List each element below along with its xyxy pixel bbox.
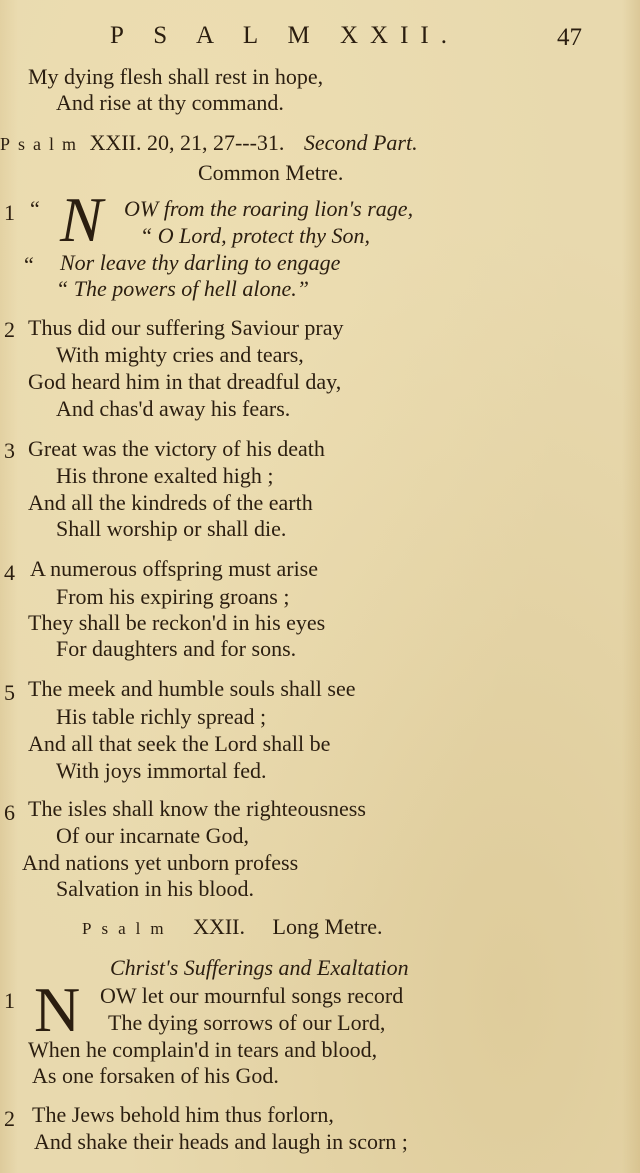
verse-line: A numerous offspring must arise	[30, 556, 319, 581]
verse-line: Shall worship or shall die.	[56, 516, 287, 541]
heading-psalm-word: Psalm	[82, 919, 174, 938]
verse-line: With mighty cries and tears,	[56, 342, 304, 367]
verse-line: And nations yet unborn profess	[22, 850, 299, 875]
heading-psalm-ref: XXII.	[193, 914, 245, 939]
running-title: P S A L M XXII.	[110, 22, 460, 49]
verse-line: And all the kindreds of the earth	[28, 490, 313, 515]
verse-number: 3	[4, 438, 15, 463]
psalm-subtitle: Christ's Sufferings and Exaltation	[110, 955, 409, 980]
quote-mark: “	[24, 252, 34, 277]
page-number: 47	[557, 24, 582, 51]
verse-line: And all that seek the Lord shall be	[28, 731, 331, 756]
verse-number: 2	[4, 1106, 15, 1131]
verse-line: And chas'd away his fears.	[56, 396, 291, 421]
verse-line: Of our incarnate God,	[56, 823, 250, 848]
verse-line: His table richly spread ;	[56, 704, 267, 729]
verse-number: 5	[4, 680, 15, 705]
heading-psalm-ref: XXII. 20, 21, 27---31.	[89, 130, 285, 155]
verse-line: Great was the victory of his death	[28, 436, 325, 461]
verse-line: With joys immortal fed.	[56, 758, 267, 783]
opening-line-1: My dying flesh shall rest in hope,	[28, 64, 324, 89]
verse-number: 4	[4, 560, 15, 585]
verse-number: 2	[4, 317, 15, 342]
verse-number: 6	[4, 800, 15, 825]
heading-part: Second Part.	[303, 130, 418, 155]
verse-number: 1	[4, 200, 15, 225]
verse-line: The isles shall know the righteousness	[28, 796, 366, 821]
verse-line: Thus did our suffering Saviour pray	[28, 315, 344, 340]
verse-line: They shall be reckon'd in his eyes	[28, 610, 326, 635]
verse-line: From his expiring groans ;	[56, 584, 290, 609]
metre-label: Common Metre.	[198, 160, 344, 185]
verse-number: 1	[4, 988, 15, 1013]
heading-psalm-word: Psalm	[0, 134, 85, 154]
verse-line: The meek and humble souls shall see	[28, 676, 356, 701]
verse-line: “ The powers of hell alone.”	[56, 276, 310, 301]
verse-line: For daughters and for sons.	[56, 636, 297, 661]
quote-mark: “	[30, 196, 40, 221]
drop-cap: N	[34, 974, 81, 1045]
verse-line: OW let our mournful songs record	[100, 983, 404, 1008]
section-heading-1	[0, 130, 418, 156]
verse-line: When he complain'd in tears and blood,	[28, 1037, 378, 1062]
opening-line-2: And rise at thy command.	[56, 90, 284, 115]
metre-label: Long Metre.	[272, 914, 383, 939]
verse-line: “ O Lord, protect thy Son,	[140, 223, 370, 248]
verse-line: As one forsaken of his God.	[32, 1063, 279, 1088]
verse-line: His throne exalted high ;	[56, 463, 274, 488]
verse-line: And shake their heads and laugh in scorn ;	[34, 1129, 408, 1154]
verse-line: God heard him in that dreadful day,	[28, 369, 342, 394]
drop-cap: N	[60, 184, 103, 255]
verse-line: The Jews behold him thus forlorn,	[32, 1102, 334, 1127]
section-heading-2	[82, 914, 382, 940]
verse-line: The dying sorrows of our Lord,	[108, 1010, 386, 1035]
verse-line: Nor leave thy darling to engage	[60, 250, 341, 275]
verse-line: OW from the roaring lion's rage,	[124, 196, 414, 221]
running-head	[0, 22, 640, 56]
verse-line: Salvation in his blood.	[56, 876, 254, 901]
